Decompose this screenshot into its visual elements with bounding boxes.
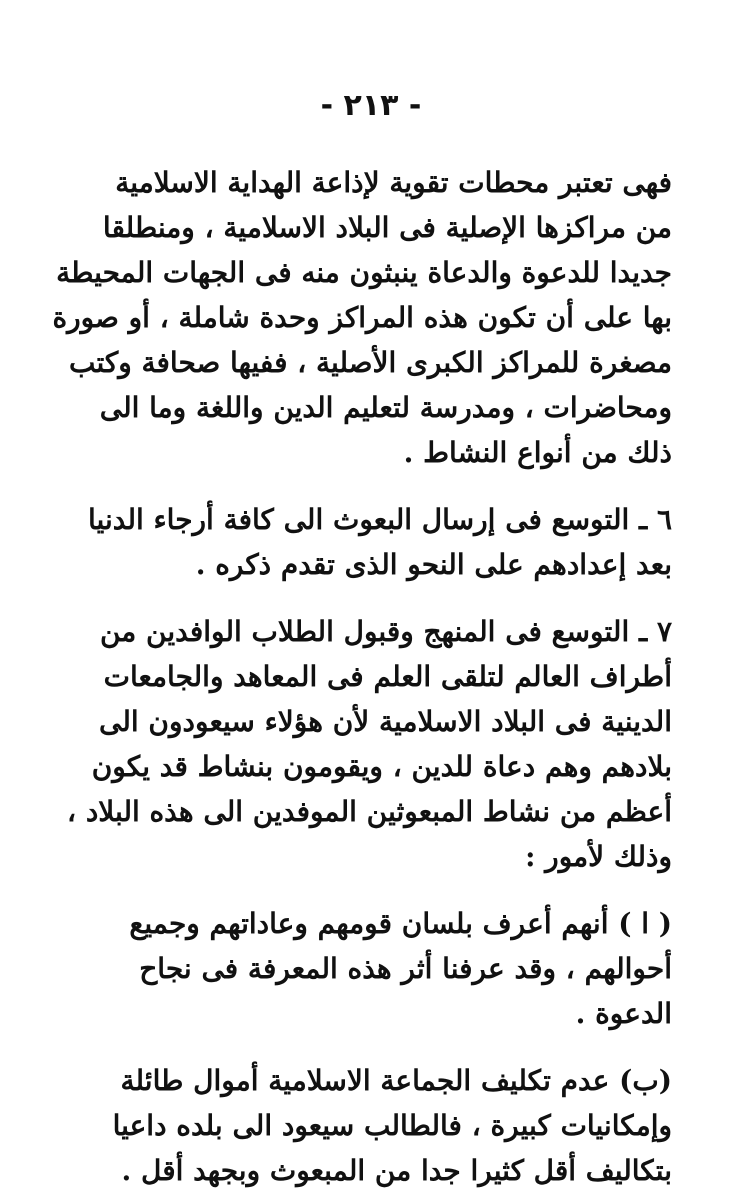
text-line: وذلك لأمور : [525, 840, 672, 873]
text-line: (ب) عدم تكليف الجماعة الاسلامية أموال طائلة [120, 1064, 672, 1097]
paragraph-gap [48, 475, 672, 497]
paragraph-gap [48, 879, 672, 901]
text-line: ٧ ـ التوسع فى المنهج وقبول الطلاب الوافدين من [99, 615, 672, 648]
paragraph-reason-a [48, 901, 672, 1036]
text-line: الدعوة . [575, 997, 672, 1030]
text-line: وإمكانيات كبيرة ، فالطالب سيعود الى بلده داعيا [112, 1109, 672, 1142]
text-line: بلادهم وهم دعاة للدين ، ويقومون بنشاط قد يكون [91, 750, 672, 783]
paragraph-reason-b [48, 1058, 672, 1193]
text-line: ومحاضرات ، ومدرسة لتعليم الدين واللغة وما الى [99, 391, 672, 424]
text-line: مصغرة للمراكز الكبرى الأصلية ، ففيها صحافة وكتب [68, 346, 672, 379]
text-line: ٦ ـ التوسع فى إرسال البعوث الى كافة أرجاء الدنيا [87, 503, 672, 536]
text-line: أعظم من نشاط المبعوثين الموفدين الى هذه البلاد ، [67, 795, 672, 828]
paragraph-item-6 [48, 497, 672, 587]
text-line: جديدا للدعوة والدعاة ينبثون منه فى الجهات المحيطة [56, 256, 672, 289]
paragraph-item-7 [48, 609, 672, 879]
text-line: الدينية فى البلاد الاسلامية لأن هؤلاء سيعودون الى [99, 705, 672, 738]
text-line: فهى تعتبر محطات تقوية لإذاعة الهداية الاسلامية [115, 166, 672, 199]
text-line: بعد إعدادهم على النحو الذى تقدم ذكره . [195, 548, 672, 581]
paragraph-gap [48, 1036, 672, 1058]
text-line: أطراف العالم لتلقى العلم فى المعاهد والجامعات [103, 660, 672, 693]
text-line: بتكاليف أقل كثيرا جدا من المبعوث وبجهد أقل . [121, 1154, 672, 1187]
text-line: من مراكزها الإصلية فى البلاد الاسلامية ، ومنطلقا [102, 211, 672, 244]
text-line: بها على أن تكون هذه المراكز وحدة شاملة ، أو صورة [52, 301, 672, 334]
text-line: ( ا ) أنهم أعرف بلسان قومهم وعاداتهم وجميع [129, 907, 672, 940]
text-line: أحوالهم ، وقد عرفنا أثر هذه المعرفة فى نجاح [139, 952, 672, 985]
text-line: ذلك من أنواع النشاط . [403, 436, 672, 469]
paragraph-intro [48, 160, 672, 475]
page-number: - ٢١٣ - [320, 88, 422, 123]
paragraph-gap [48, 587, 672, 609]
page-body [48, 160, 672, 1193]
